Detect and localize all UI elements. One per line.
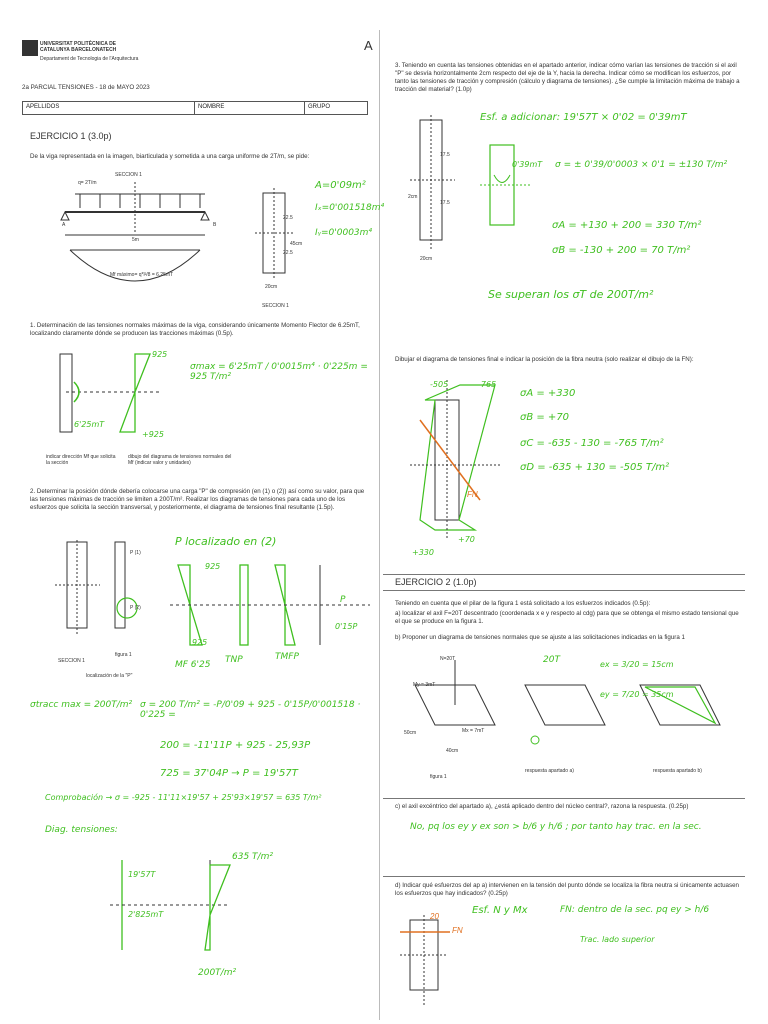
university-name: UNIVERSITAT POLITÈCNICA DE CATALUNYA BARCELONATECH xyxy=(40,41,117,53)
ex2-d-answer-3: Trac. lado superior xyxy=(580,935,655,944)
fig1-caption: figura 1 xyxy=(430,774,447,780)
ex2-top-rule xyxy=(383,574,745,575)
q2-figure-caption: figura 1 xyxy=(115,652,132,658)
ex2-c-answer: No, pq los ey y ex son > b/6 y h/6 ; por tanto hay trac. en la sec. xyxy=(410,822,702,832)
q2-eq-2: σ = 200 T/m² = -P/0'09 + 925 - 0'15P/0'001518 · 0'225 = xyxy=(140,700,361,720)
q3-extra-moment: Esf. a adicionar: 19'57T × 0'02 = 0'39mT xyxy=(480,112,687,123)
fig1-dim-50: 50cm xyxy=(404,730,417,736)
q3-stress-b: σB = +70 xyxy=(520,412,570,423)
q3-moment-diagram xyxy=(480,140,543,235)
q2-tmfp-label: TMFP xyxy=(275,652,299,662)
ex1-title: EJERCICIO 1 (3.0p) xyxy=(30,131,112,141)
department-name: Departament de Tecnologia de l'Arquitectura xyxy=(40,56,139,62)
ex2-title: EJERCICIO 2 (1.0p) xyxy=(395,577,477,587)
q2-p1-label: P (1) xyxy=(130,550,141,556)
node-a-label: A xyxy=(62,222,66,228)
ex2-d-answer-2: FN: dentro de la sec. pq ey > h/6 xyxy=(560,905,710,915)
q1-sigma-max: σmax = 6'25mT / 0'0015m⁴ · 0'225m = 925 T/m² xyxy=(190,362,368,382)
fig-a-ey: ey = 7/20 = 35cm xyxy=(600,690,674,699)
group-field[interactable]: GRUPO xyxy=(308,104,331,110)
q1-label-right: dibujo del diagrama de tensiones normales del Mf (indicar valor y unidades) xyxy=(128,454,232,466)
q2-val-2: 925 xyxy=(192,638,208,647)
ex2-title-rule xyxy=(383,590,745,591)
q1-label-left: indicar dirección Mf que solicita la sección xyxy=(46,454,116,466)
ex1-intro: De la viga representada en la imagen, biarticulada y sometida a una carga uniforme de 2T/m, se pide: xyxy=(30,153,310,160)
q2-eq-3: 200 = -11'11P + 925 - 25,93P xyxy=(160,740,311,751)
exam-title: 2a PARCIAL TENSIONES - 18 de MAYO 2023 xyxy=(22,84,150,91)
q3-section-drawing xyxy=(400,110,460,260)
node-b-label: B xyxy=(213,222,217,228)
ex1-q1: 1. Determinación de las tensiones normales máximas de la viga, considerando únicamente Momento Flector de 6.25mT, localizando claramente dónde se producen las tracciones máximas (0.5p). xyxy=(30,322,360,337)
section1-dim-b: 22.5 xyxy=(283,250,293,256)
section1-dim-height: 45cm xyxy=(290,241,303,247)
q2-section-caption: SECCION 1 xyxy=(58,658,85,664)
q3-sigma: σ = ± 0'39/0'0003 × 0'1 = ±130 T/m² xyxy=(555,160,728,170)
q2-final-bottom: 200T/m² xyxy=(198,968,237,978)
university-logo xyxy=(22,40,38,56)
q3-stress-a: σA = +330 xyxy=(520,388,576,399)
hand-iy: Iᵧ=0'0003m⁴ xyxy=(315,228,373,238)
q2-p2-label: P (2) xyxy=(130,605,141,611)
ex2-a: a) localizar el axil F=20T descentrado (coordenada x e y respecto al cdg) para que se obtenga el mismo estado tensional que el que se produce en la figura 1. xyxy=(395,610,739,625)
q3-stress-d: σD = -635 + 130 = -505 T/m² xyxy=(520,462,670,473)
q2-eq-1: σtracc max = 200T/m² xyxy=(30,700,133,710)
q2-val-1: 925 xyxy=(205,562,221,571)
q2-eq-4: 725 = 37'04P → P = 19'57T xyxy=(160,768,298,779)
q3-instruction: Dibujar el diagrama de tensiones final e indicar la posición de la fibra neutra (solo realizar el dibujo de la FN): xyxy=(395,356,694,363)
beam-diagram xyxy=(55,172,225,302)
q3-dim-b: 17.5 xyxy=(440,200,450,206)
ex2-d-rule xyxy=(383,876,745,877)
q2-final-force: 19'57T xyxy=(128,870,156,879)
q2-final-moment: 2'825mT xyxy=(128,910,164,919)
q3-moment-label: 0'39mT xyxy=(512,160,543,169)
version-letter: A xyxy=(364,38,373,53)
q1-value-top: 925 xyxy=(152,350,168,359)
q3-final-d: -765 xyxy=(478,380,497,389)
q2-015p: 0'15P xyxy=(335,622,358,631)
student-fields xyxy=(22,101,368,115)
section1-dim-width: 20cm xyxy=(265,284,278,290)
q3-stress-c: σC = -635 - 130 = -765 T/m² xyxy=(520,438,664,449)
section1-caption: SECCION 1 xyxy=(262,303,289,309)
q3-dim-c: 2cm xyxy=(408,194,418,200)
column-divider xyxy=(379,30,380,1020)
q3-dim-a: 17.5 xyxy=(440,152,450,158)
q2-check: Comprobación → σ = -925 - 11'11×19'57 + 25'93×19'57 = 635 T/m² xyxy=(45,793,322,802)
q3-final-b: +70 xyxy=(458,535,475,544)
q3-sigma-a: σA = +130 + 200 = 330 T/m² xyxy=(552,220,702,231)
q3-fn-label: FN xyxy=(467,490,478,499)
fig-b-caption: respuesta apartado b) xyxy=(653,768,702,774)
fig1-mx: Mx = 7mT xyxy=(462,728,485,734)
q2-diag-title: Diag. tensiones: xyxy=(45,825,118,835)
beam-section-label: SECCION 1 xyxy=(115,172,142,178)
ex2-c: c) el axil excéntrico del apartado a), ¿está aplicado dentro del núcleo central?, razona la respuesta. (0.25p) xyxy=(395,803,689,810)
q3-final-diagram xyxy=(400,380,510,550)
ex2-d-force: 20 xyxy=(430,912,439,921)
ex2-d-diagram xyxy=(400,910,450,1010)
hand-ix: Iₓ=0'001518m⁴ xyxy=(315,203,385,213)
surname-field[interactable]: APELLIDOS xyxy=(23,102,195,114)
ex2-d: d) Indicar qué esfuerzos del ap a) intervienen en la tensión del punto dónde se localiza la fibra neutra si únicamente actuasen los esfuerzos que hay indicados? (0.25p) xyxy=(395,882,739,897)
q3-dim-d: 20cm xyxy=(420,256,433,262)
fig1-axial: N=20T xyxy=(440,656,456,662)
q3-conclusion: Se superan los σT de 200T/m² xyxy=(488,288,654,301)
ex2-intro: Teniendo en cuenta que el pilar de la figura 1 está solicitado a los esfuerzos indicados (0.5p): xyxy=(395,600,651,607)
q2-final-top: 635 T/m² xyxy=(232,852,273,862)
ex2-d-answer-1: Esf. N y Mx xyxy=(472,905,528,916)
q2-p-arrow: P xyxy=(340,595,346,605)
fig1-my: My = 3mT xyxy=(413,682,436,688)
fig-a-caption: respuesta apartado a) xyxy=(525,768,574,774)
section1-drawing xyxy=(255,188,295,278)
ex2-d-fn: FN xyxy=(452,926,463,935)
ex1-q2: 2. Determinar la posición dónde debería colocarse una carga "P" de compresión (en (1) o (2)) así como su valor, para que las tensiones máximas de tracción se limiten a 200T/m². Realizar los diagramas de tensiones para cada uno de los esfuerzos que solicita la sección transversal, y posteriormente, el diagrama de tensiones final resultante (1.5p). xyxy=(30,488,365,511)
q2-tnp-label: TNP xyxy=(225,655,243,665)
q2-p-location: P localizado en (2) xyxy=(175,535,277,548)
moment-label: Mf máximo= q*l²/8 = 6.25mT xyxy=(110,272,174,278)
hand-area: A=0'09m² xyxy=(315,180,366,191)
q3-sigma-b: σB = -130 + 200 = 70 T/m² xyxy=(552,245,691,256)
q2-mf-label: MF 6'25 xyxy=(175,660,211,670)
ex1-q3: 3. Teniendo en cuenta las tensiones obtenidas en el apartado anterior, indicar cómo varían las tensiones de tracción si el axil "P" se desvía horizontalmente 2cm respecto del eje de la Y, hacia la derecha. Indicar cómo se modifican los esfuerzos, por tanto las tensiones de tracción y compresión (cálculo y diagrama de tensiones). ¿Se cumple la limitación máxima de trabajo a tracción del material? (1.0p) xyxy=(395,62,740,93)
section1-dim-a: 22.5 xyxy=(283,215,293,221)
beam-span-label: 5m xyxy=(132,237,139,243)
fig1-dim-40: 40cm xyxy=(446,748,459,754)
q1-value-bottom: +925 xyxy=(142,430,164,439)
q1-section-drawing xyxy=(50,352,170,442)
ex2-c-rule xyxy=(383,798,745,799)
name-field[interactable]: NOMBRE xyxy=(195,102,305,114)
q3-final-a: +330 xyxy=(412,548,434,557)
q1-moment: 6'25mT xyxy=(74,420,105,429)
ex2-b: b) Proponer un diagrama de tensiones normales que se ajuste a las solicitaciones indicadas en la figura 1 xyxy=(395,634,685,641)
q3-final-c: -505 xyxy=(430,380,449,389)
fig-a-force: 20T xyxy=(543,655,560,665)
q2-location-caption: localización de la "P" xyxy=(86,673,133,679)
fig-a-ex: ex = 3/20 = 15cm xyxy=(600,660,674,669)
beam-load-label: q= 2T/m xyxy=(78,180,97,186)
